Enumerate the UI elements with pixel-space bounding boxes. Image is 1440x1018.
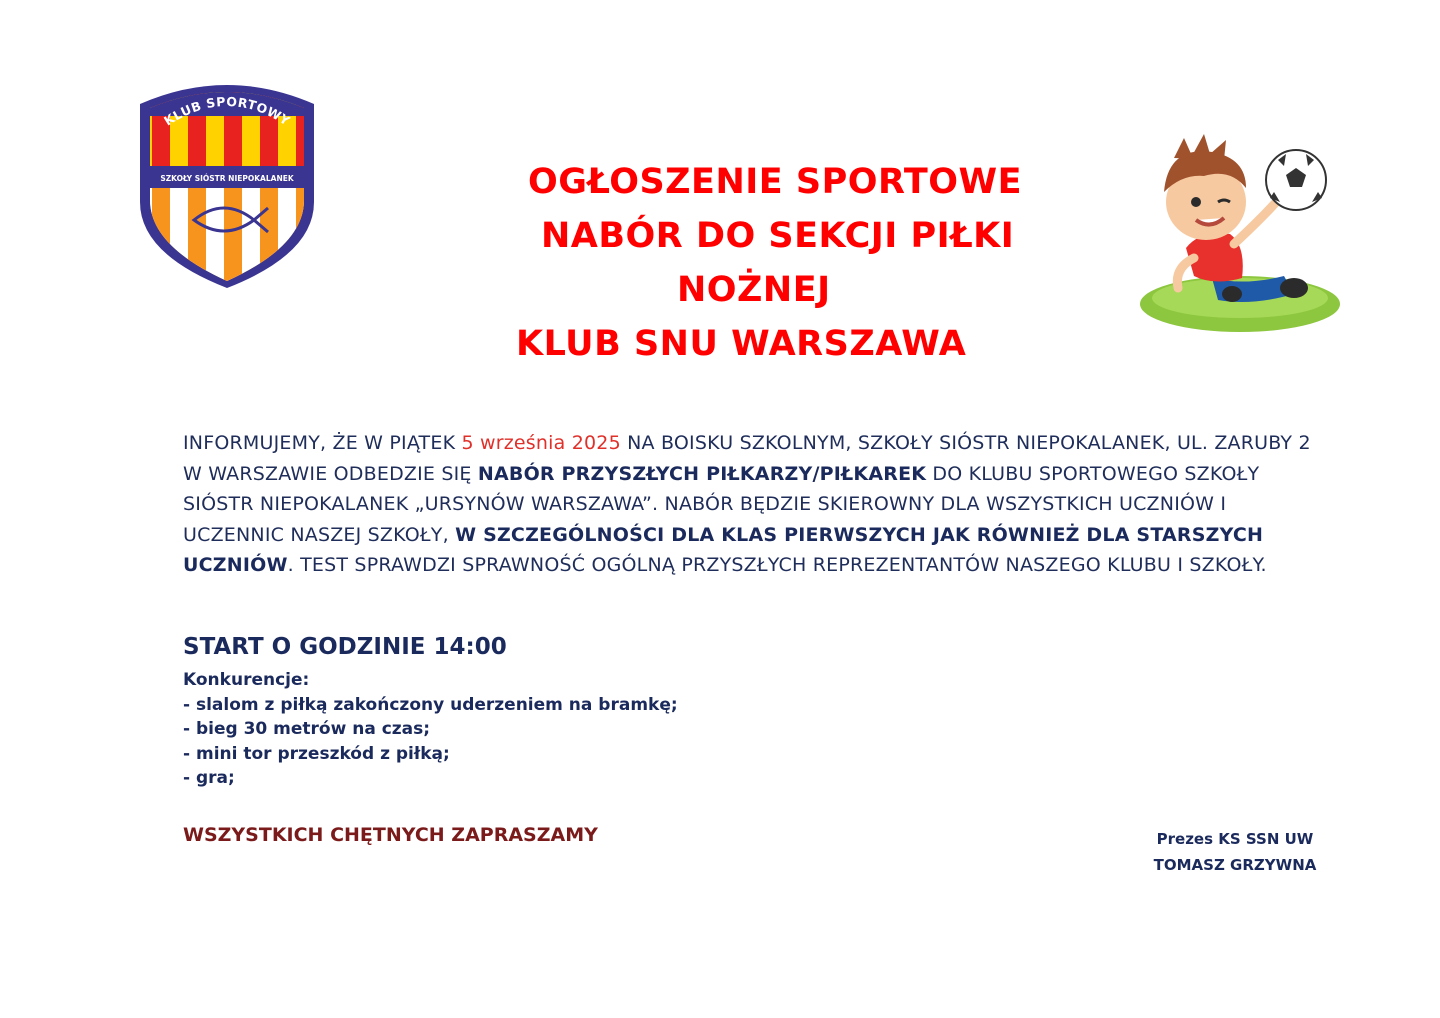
list-item: - slalom z piłką zakończony uderzeniem na bramkę;: [183, 694, 678, 715]
list-item: - gra;: [183, 768, 235, 788]
list-item: - mini tor przeszkód z piłką;: [183, 743, 450, 764]
recruitment-highlight: NABÓR PRZYSZŁYCH PIŁKARZY/PIŁKAREK: [477, 462, 927, 485]
svg-text:SZKOŁY SIÓSTR NIEPOKALANEK: SZKOŁY SIÓSTR NIEPOKALANEK: [160, 174, 294, 183]
signature-block: [1140, 826, 1330, 878]
start-time: START O GODZINIE 14:00: [183, 634, 507, 660]
title-line-1: OGŁOSZENIE SPORTOWE: [528, 162, 1022, 202]
announcement-paragraph: [183, 428, 1333, 581]
competitions-list: [183, 668, 678, 791]
signature-name: TOMASZ GRZYWNA: [1153, 856, 1317, 874]
club-text: DO KLUBU SPORTOWEGO SZKOŁY SIÓSTR NIEPOKALANEK „URSYNÓW WARSZAWA”. NABÓR BĘDZIE SKIEROWNY DLA WSZYSTKICH UCZNIÓW I UCZENNIC NASZEJ SZKOŁY,: [183, 462, 1260, 546]
title-line-4: KLUB SNU WARSZAWA: [516, 324, 967, 364]
boy-with-football-icon: [1134, 118, 1346, 336]
intro-text: INFORMUJEMY, ŻE W PIĄTEK: [183, 432, 462, 454]
test-text: . TEST SPRAWDZI SPRAWNOŚĆ OGÓLNĄ PRZYSZŁYCH REPREZENTANTÓW NASZEGO KLUBU I SZKOŁY.: [287, 554, 1267, 576]
club-crest-icon: [136, 78, 318, 288]
event-date: 5 września 2025: [461, 432, 621, 454]
signature-role: Prezes KS SSN UW: [1156, 830, 1314, 848]
location-text: NA BOISKU SZKOLNYM, SZKOŁY SIÓSTR NIEPOKALANEK, UL. ZARUBY 2 W WARSZAWIE ODBEDZIE SIĘ: [183, 432, 1311, 485]
title-line-2: NABÓR DO SEKCJI PIŁKI: [541, 216, 1015, 256]
title-line-3: NOŻNEJ: [677, 270, 831, 310]
list-item: - bieg 30 metrów na czas;: [183, 719, 431, 739]
competitions-heading: Konkurencje:: [183, 670, 310, 690]
club-crest-logo: [136, 78, 318, 288]
svg-text:KLUB SPORTOWY: KLUB SPORTOWY: [161, 93, 293, 129]
invitation-text: WSZYSTKICH CHĘTNYCH ZAPRASZAMY: [183, 824, 598, 846]
boy-with-football-illustration: [1134, 118, 1346, 336]
target-group-highlight: W SZCZEGÓLNOŚCI DLA KLAS PIERWSZYCH JAK RÓWNIEŻ DLA STARSZYCH UCZNIÓW: [183, 523, 1264, 576]
